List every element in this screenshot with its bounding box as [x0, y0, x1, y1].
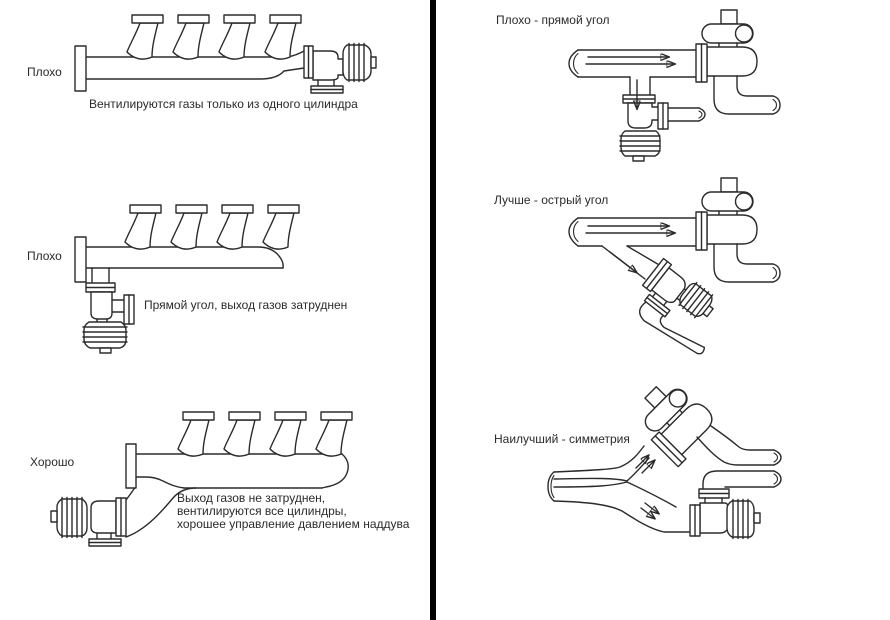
caption-left-3 — [177, 492, 409, 530]
label-left-3: Хорошо — [30, 455, 75, 469]
caption-line: Выход газов не затруднен, — [177, 491, 326, 505]
label-left-2: Плохо — [27, 249, 62, 263]
label-left-1: Плохо — [27, 65, 62, 79]
label-right-3: Наилучший - симметрия — [494, 432, 630, 446]
label-right-1: Плохо - прямой угол — [496, 13, 610, 27]
caption-left-1: Вентилируются газы только из одного цилиндра — [89, 97, 358, 111]
diagram-wastegate-symmetric — [548, 373, 781, 539]
label-right-2: Лучше - острый угол — [494, 193, 609, 207]
caption-line: хорошее управление давлением наддува — [177, 516, 410, 531]
diagram-manifold-single-cylinder-vent — [75, 15, 376, 93]
caption-line: вентилируются все цилиндры, — [177, 503, 347, 518]
diagram-wastegate-right-angle — [569, 10, 780, 161]
column-divider — [430, 0, 436, 620]
caption-left-2: Прямой угол, выход газов затруднен — [144, 298, 348, 312]
diagram-manifold-right-angle-outlet — [75, 205, 299, 353]
